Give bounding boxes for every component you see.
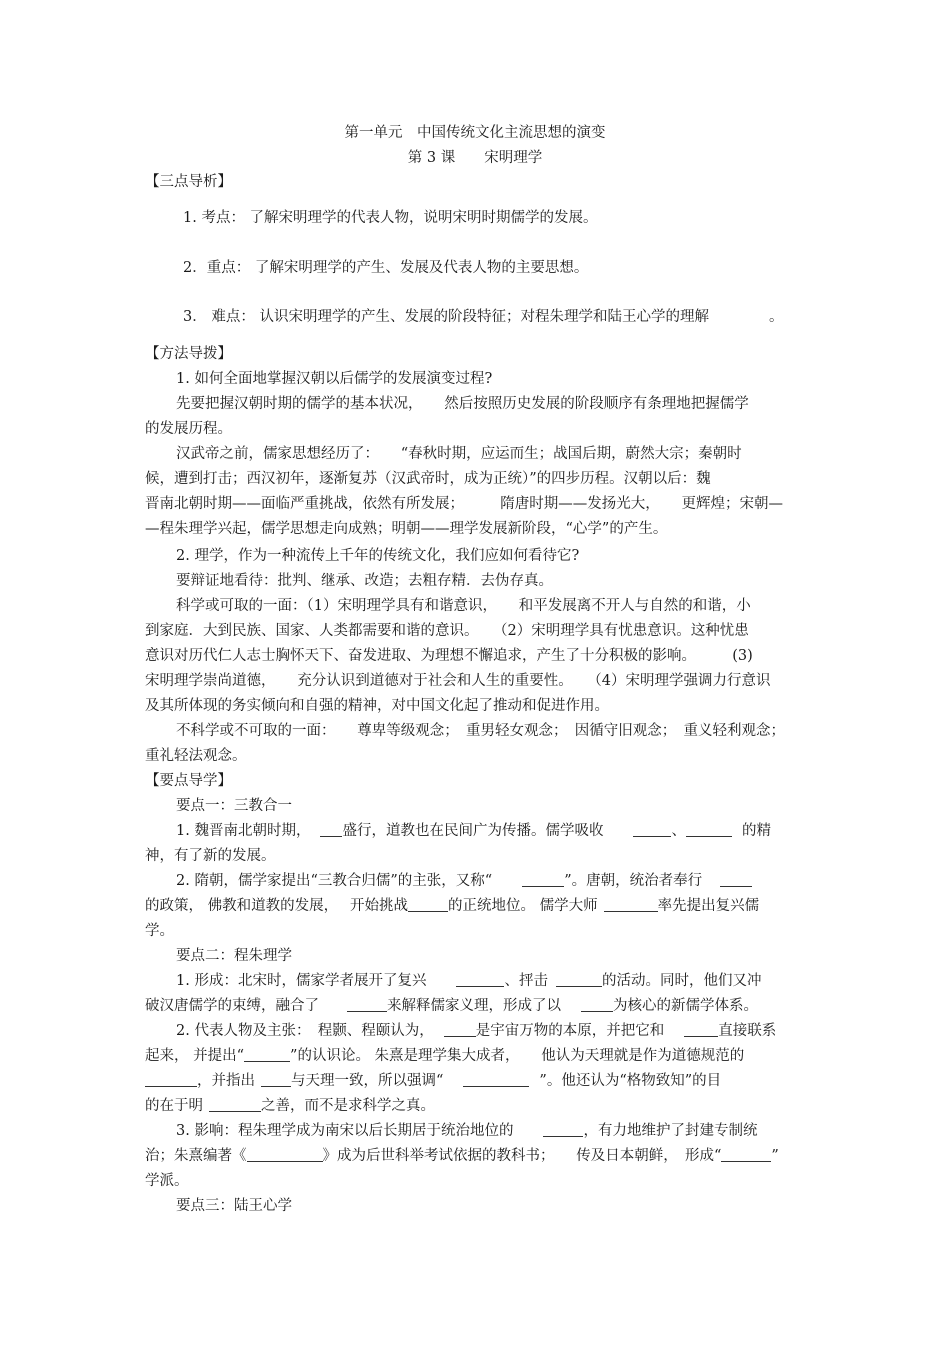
fill-blank[interactable]	[244, 1047, 290, 1062]
exercise-line: 神，有了新的发展。	[145, 848, 276, 864]
fill-blank[interactable]	[463, 1072, 529, 1087]
paragraph-line: 要辩证地看待：批判、继承、改造；去粗存精．去伪存真。	[176, 573, 553, 589]
fill-blank[interactable]	[456, 972, 504, 987]
fill-blank[interactable]	[261, 1072, 291, 1087]
fill-blank[interactable]	[247, 1147, 323, 1162]
key-point: 2．重点： 了解宋明理学的产生、发展及代表人物的主要思想。	[183, 260, 589, 276]
fill-blank[interactable]	[556, 972, 602, 987]
exercise-line: 的政策， 佛教和道教的发展， 开始挑战 的正统地位。 儒学大师 率先提出复兴儒	[145, 898, 760, 914]
exercise-line: 治；朱熹编著《 》成为后世科举考试依据的教科书； 传及日本朝鲜， 形成“ ”	[145, 1148, 779, 1164]
unit-title: 第一单元 中国传统文化主流思想的演变	[344, 125, 606, 141]
paragraph-line: 重礼轻法观念。	[145, 748, 247, 764]
exercise-line: 3. 影响：程朱理学成为南宋以后长期居于统治地位的 ，有力地维护了封建专制统	[176, 1123, 758, 1139]
exercise-line: 破汉唐儒学的束缚，融合了 来解释儒家义理，形成了以 为核心的新儒学体系。	[145, 998, 758, 1014]
exercise-line: 2. 隋朝，儒学家提出“三教合归儒”的主张，又称“ ”。唐朝，统治者奉行	[176, 871, 810, 891]
section-heading-three-points: 【三点导析】	[145, 174, 232, 190]
paragraph-line: 宋明理学崇尚道德， 充分认识到道德对于社会和人生的重要性。 （4）宋明理学强调力行意识	[145, 673, 771, 689]
method-question-2: 2. 理学，作为一种流传上千年的传统文化，我们应如何看待它?	[176, 548, 580, 564]
paragraph-line: 候，遭到打击；西汉初年，逐渐复苏（汉武帝时，成为正统）”的四步历程。汉朝以后：魏	[145, 471, 711, 487]
exercise-line: 起来， 并提出“ ”的认识论。 朱熹是理学集大成者， 他认为天理就是作为道德规范的	[145, 1048, 745, 1064]
fill-blank[interactable]	[444, 1022, 476, 1037]
fill-blank[interactable]	[581, 997, 613, 1012]
paragraph-line: 科学或可取的一面：（1）宋明理学具有和谐意识， 和平发展离不开人与自然的和谐，小	[176, 598, 751, 614]
fill-blank[interactable]	[543, 1122, 583, 1137]
exercise-line: 1. 形成：北宋时，儒家学者展开了复兴 、抨击 的活动。同时，他们又冲	[176, 973, 762, 989]
paragraph-line: 及其所体现的务实倾向和自强的精神，对中国文化起了推动和促进作用。	[145, 698, 609, 714]
fill-blank[interactable]	[720, 872, 752, 887]
key-point-2-title: 要点二：程朱理学	[176, 948, 292, 964]
method-question-1: 1. 如何全面地掌握汉朝以后儒学的发展演变过程?	[176, 371, 493, 387]
paragraph-line: 汉武帝之前，儒家思想经历了： “春秋时期，应运而生；战国后期，蔚然大宗；秦朝时	[176, 446, 742, 462]
paragraph-line: —程朱理学兴起，儒学思想走向成熟；明朝——理学发展新阶段，“心学”的产生。	[145, 521, 668, 537]
difficult-point: 3． 难点： 认识宋明理学的产生、发展的阶段特征；对程朱理学和陆王心学的理解 。	[183, 309, 784, 325]
paragraph-line: 晋南北朝时期——面临严重挑战，依然有所发展； 隋唐时期——发扬光大， 更辉煌；宋朝—	[145, 496, 783, 512]
exercise-line: ，并指出 与天理一致，所以强调“ ”。他还认为“格物致知”的目	[145, 1071, 810, 1091]
paragraph-line: 意识对历代仁人志士胸怀天下、奋发进取、为理想不懈追求，产生了十分积极的影响。 (3)	[145, 648, 753, 664]
exam-point: 1. 考点： 了解宋明理学的代表人物，说明宋明时期儒学的发展。	[183, 210, 598, 226]
fill-blank[interactable]	[145, 1072, 197, 1087]
fill-blank[interactable]	[347, 997, 387, 1012]
exercise-line: 2. 代表人物及主张： 程颢、程颐认为， 是宇宙万物的本原，并把它和 直接联系	[176, 1023, 777, 1039]
exercise-line: 学。	[145, 923, 174, 939]
fill-blank[interactable]	[209, 1097, 261, 1112]
fill-blank[interactable]	[408, 897, 448, 912]
key-point-3-title: 要点三：陆王心学	[176, 1198, 292, 1214]
fill-blank[interactable]	[522, 872, 564, 887]
paragraph-line: 不科学或不可取的一面： 尊卑等级观念； 重男轻女观念； 因循守旧观念； 重义轻利观念；	[176, 723, 785, 739]
fill-blank[interactable]	[684, 1022, 718, 1037]
fill-blank[interactable]	[633, 822, 671, 837]
exercise-line: 1. 魏晋南北朝时期， 盛行，道教也在民间广为传播。儒学吸收 、 的精	[176, 823, 771, 839]
lesson-title: 第 3 课 宋明理学	[407, 150, 543, 166]
exercise-line: 学派。	[145, 1173, 189, 1189]
section-heading-key-points: 【要点导学】	[145, 773, 232, 789]
paragraph-line: 到家庭．大到民族、国家、人类都需要和谐的意识。 （2）宋明理学具有忧患意识。这种忧患	[145, 623, 749, 639]
paragraph-line: 先要把握汉朝时期的儒学的基本状况， 然后按照历史发展的阶段顺序有条理地把握儒学	[176, 396, 749, 412]
exercise-line: 的在于明 之善，而不是求科学之真。	[145, 1098, 435, 1114]
key-point-1-title: 要点一：三教合一	[176, 798, 292, 814]
fill-blank[interactable]	[320, 822, 342, 837]
fill-blank[interactable]	[721, 1147, 771, 1162]
paragraph-line: 的发展历程。	[145, 421, 232, 437]
fill-blank[interactable]	[686, 822, 732, 837]
section-heading-method: 【方法导拨】	[145, 346, 232, 362]
fill-blank[interactable]	[604, 897, 658, 912]
